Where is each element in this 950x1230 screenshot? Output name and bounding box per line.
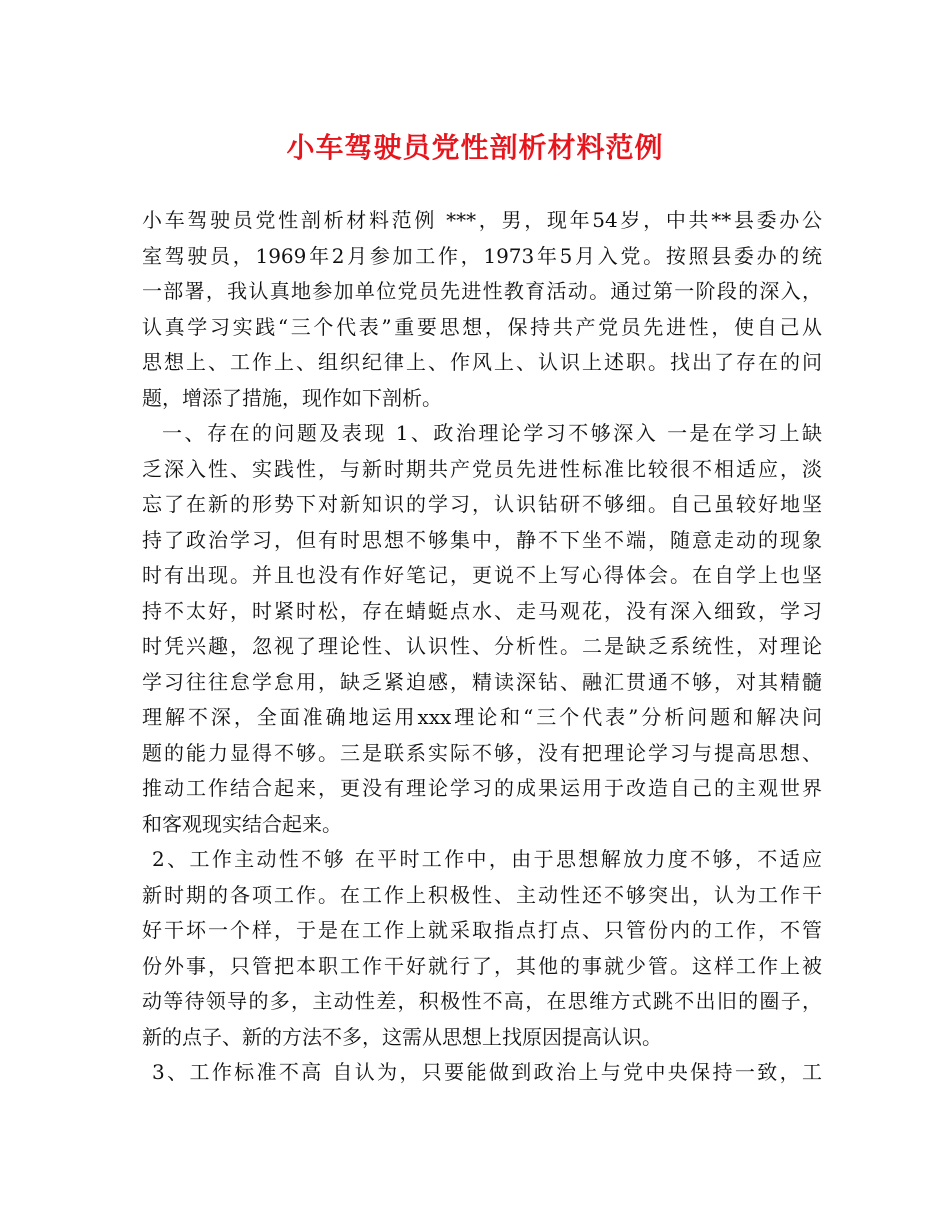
body-line: 新的点子、新的方法不多，这需从思想上找原因提高认识。 xyxy=(142,1024,662,1049)
body-line: 一、存在的问题及表现 1、政治理论学习不够深入 一是在学习上缺 xyxy=(162,421,822,445)
body-line: 持了政治学习，但有时思想不够集中，静不下坐不端，随意走动的现象 xyxy=(142,527,822,552)
body-line: 新时期的各项工作。在工作上积极性、主动性还不够突出，认为工作干 xyxy=(142,882,822,907)
body-line: 乏深入性、实践性，与新时期共产党员先进性标准比较很不相适应，淡 xyxy=(142,456,822,481)
body-line: 份外事，只管把本职工作干好就行了，其他的事就少管。这样工作上被 xyxy=(142,953,822,978)
body-line: 小车驾驶员党性剖析材料范例 ***，男，现年54岁，中共**县委办公 xyxy=(142,208,822,232)
body-line: 一部署，我认真地参加单位党员先进性教育活动。通过第一阶段的深入， xyxy=(142,279,822,303)
body-line: 动等待领导的多，主动性差，积极性不高，在思维方式跳不出旧的圈子， xyxy=(142,989,822,1013)
body-line: 学习往往怠学怠用，缺乏紧迫感，精读深钻、融汇贯通不够，对其精髓 xyxy=(142,669,822,694)
body-line: 好干坏一个样，于是在工作上就采取指点打点、只管份内的工作，不管 xyxy=(142,918,822,942)
body-line: 忘了在新的形势下对新知识的学习，认识钻研不够细。自己虽较好地坚 xyxy=(142,492,822,516)
body-line: 持不太好，时紧时松，存在蜻蜓点水、走马观花，没有深入细致，学习 xyxy=(142,598,822,623)
document-body xyxy=(142,203,822,1091)
body-line: 思想上、工作上、组织纪律上、作风上、认识上述职。找出了存在的问 xyxy=(142,350,822,374)
body-line: 和客观现实结合起来。 xyxy=(142,811,342,836)
body-line: 室驾驶员，1969年2月参加工作，1973年5月入党。按照县委办的统 xyxy=(142,243,822,268)
body-line: 题的能力显得不够。三是联系实际不够，没有把理论学习与提高思想、 xyxy=(142,740,822,765)
body-line: 3、工作标准不高 自认为，只要能做到政治上与党中央保持一致，工 xyxy=(152,1060,822,1084)
body-line: 推动工作结合起来，更没有理论学习的成果运用于改造自己的主观世界 xyxy=(142,776,822,800)
body-line: 理解不深，全面准确地运用xxx理论和“三个代表”分析问题和解决问 xyxy=(142,705,822,729)
body-line: 时有出现。并且也没有作好笔记，更说不上写心得体会。在自学上也坚 xyxy=(142,563,822,587)
body-line: 题，增添了措施，现作如下剖析。 xyxy=(142,385,442,410)
body-line: 2、工作主动性不够 在平时工作中，由于思想解放力度不够，不适应 xyxy=(152,847,822,871)
document-title: 小车驾驶员党性剖析材料范例 xyxy=(286,131,664,164)
body-line: 认真学习实践“三个代表”重要思想，保持共产党员先进性，使自己从 xyxy=(142,314,822,339)
body-line: 时凭兴趣，忽视了理论性、认识性、分析性。二是缺乏系统性，对理论 xyxy=(142,634,822,658)
